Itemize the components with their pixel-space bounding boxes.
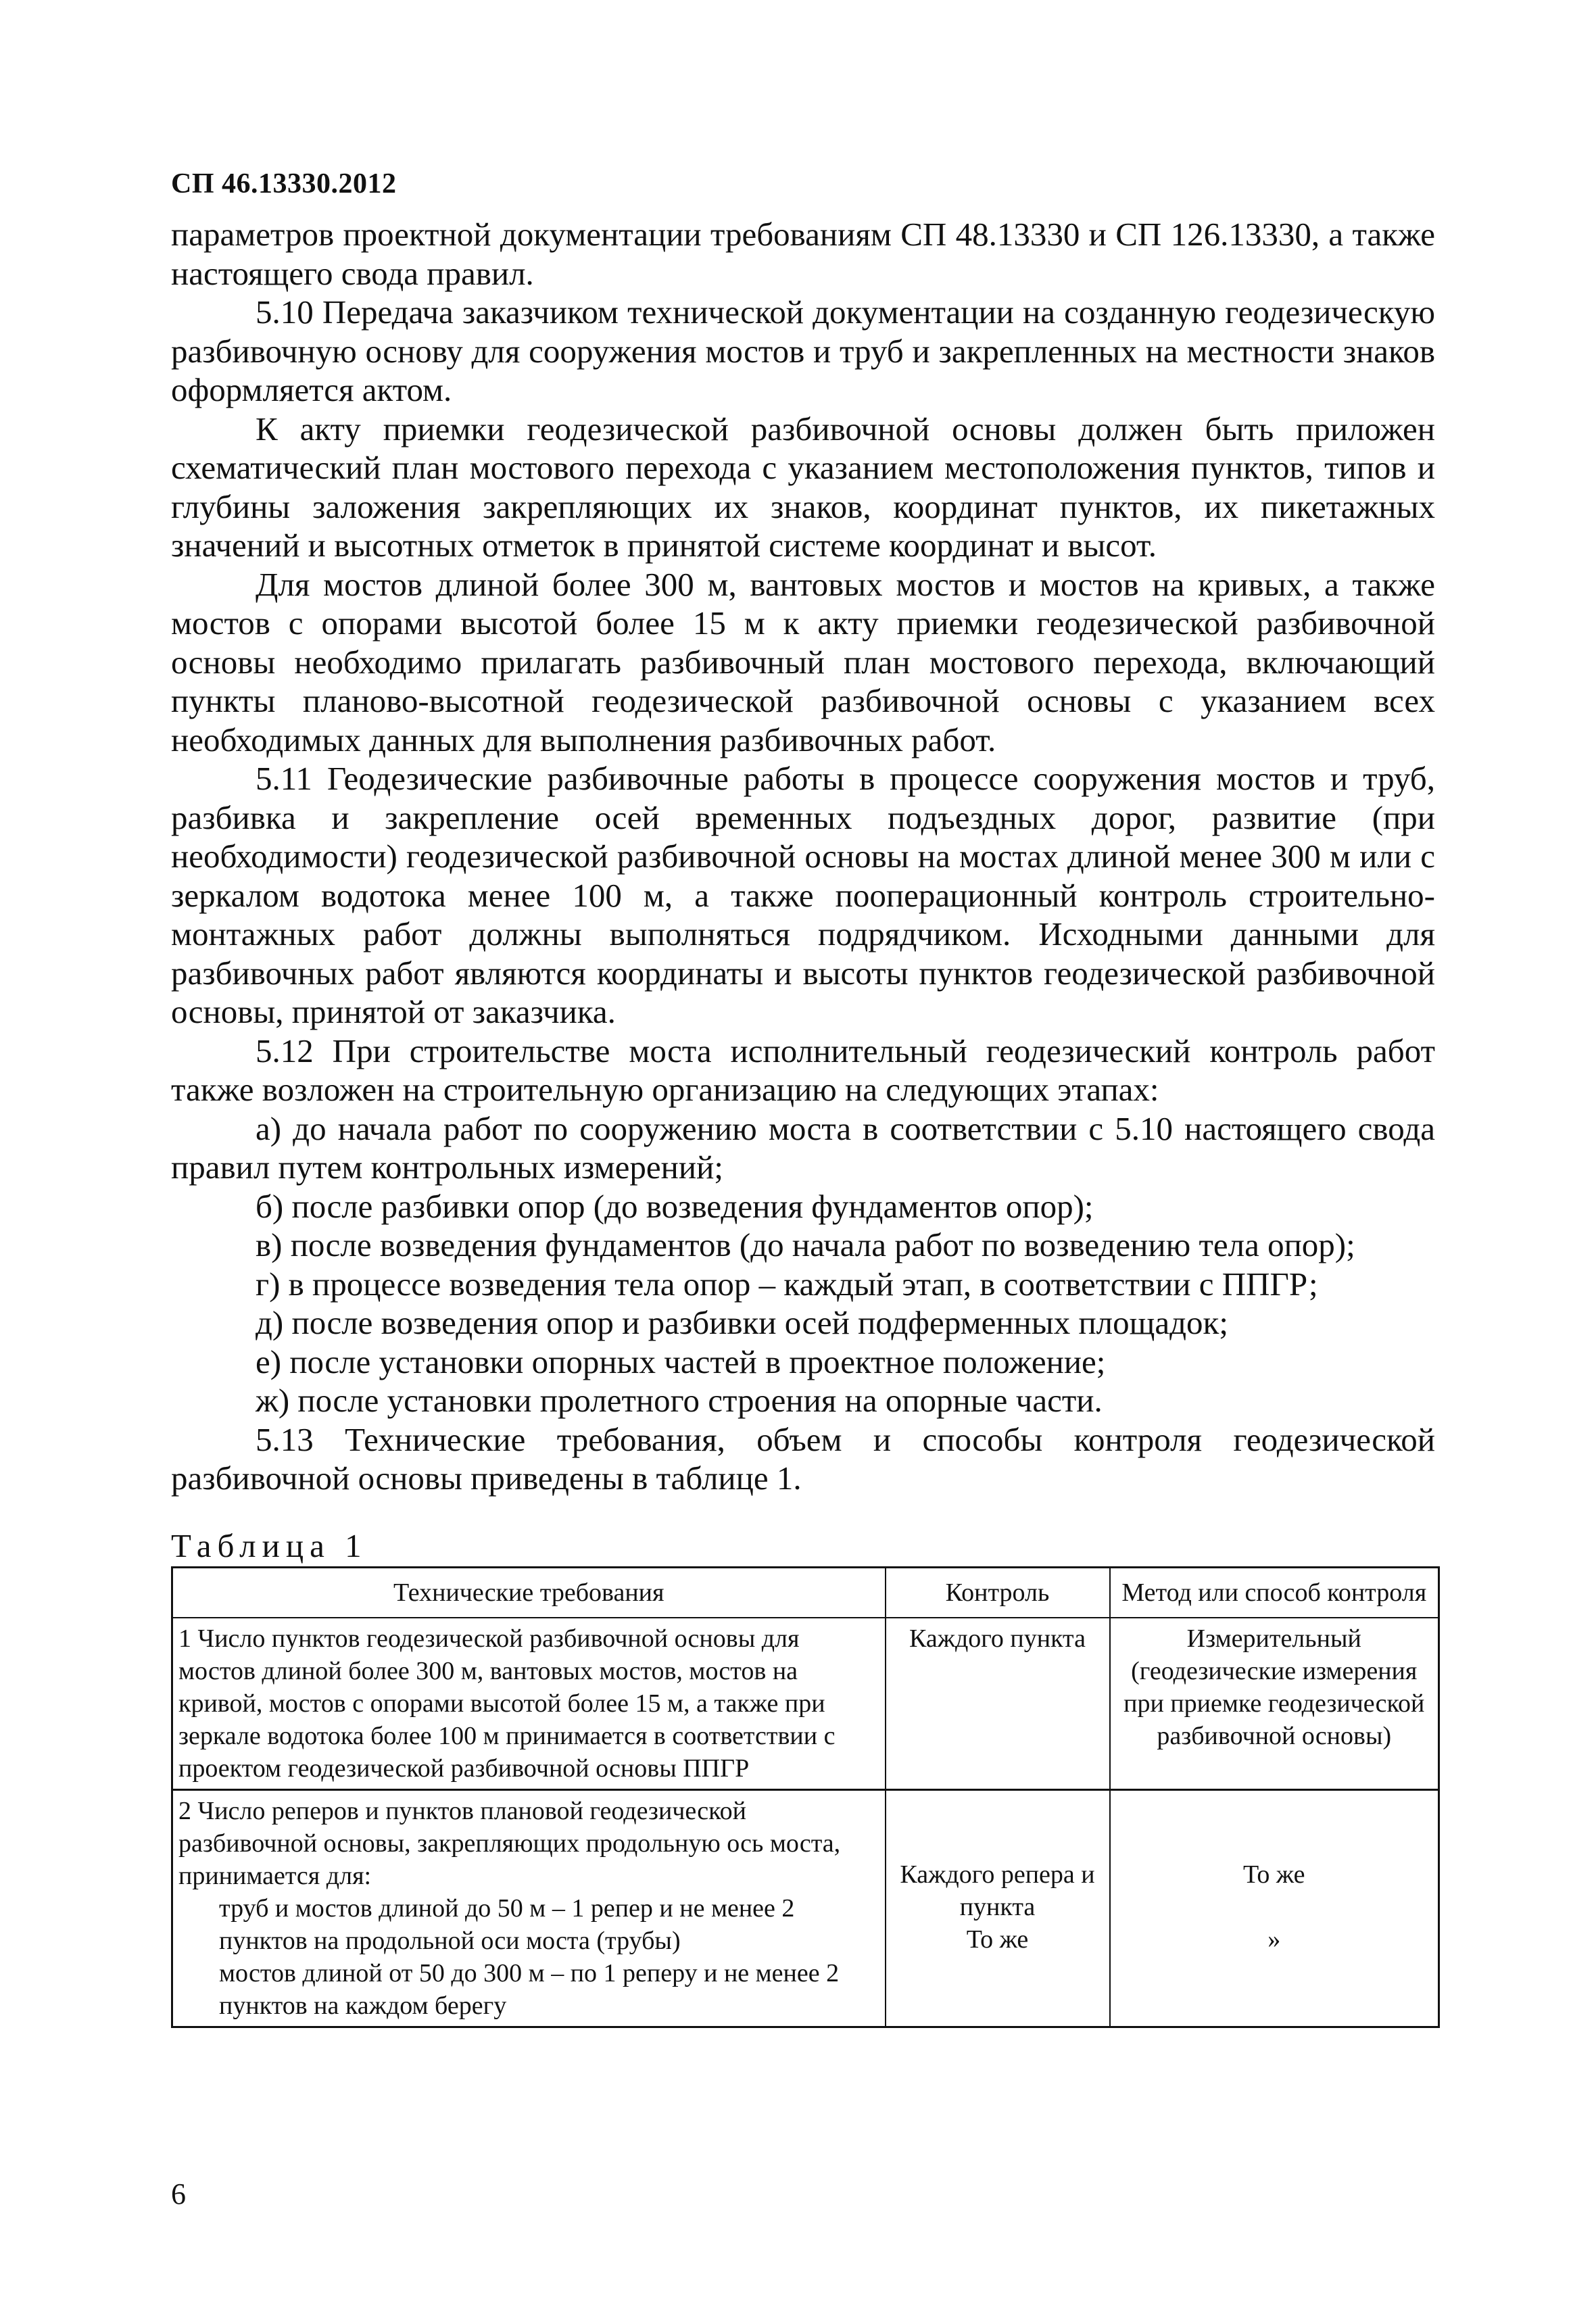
row2-control-spacer bbox=[892, 1795, 1104, 1858]
paragraph-5-13: 5.13 Технические требования, объем и способы контроля геодезической разбивочной основы приведены в таблице 1. bbox=[171, 1420, 1435, 1497]
header-control: Контроль bbox=[886, 1568, 1110, 1618]
paragraph-5-10: 5.10 Передача заказчиком технической документации на созданную геодезическую разбивочную основу для сооружения мостов и труб и закрепленных на местности знаков оформляется актом. bbox=[171, 293, 1435, 408]
paragraph-5-12: 5.12 При строительстве моста исполнительный геодезический контроль работ также возложен на строительную организацию на следующих этапах: bbox=[171, 1032, 1435, 1108]
page-number: 6 bbox=[171, 2177, 186, 2211]
list-item-v: в) после возведения фундаментов (до начала работ по возведению тела опор); bbox=[256, 1226, 1355, 1263]
row1-method: Измерительный (геодезические измерения при приемке геодезической разбивочной основы) bbox=[1110, 1618, 1439, 1790]
list-item-a: а) до начала работ по сооружению моста в соответствии с 5.10 настоящего свода правил путем контрольных измерений; bbox=[171, 1109, 1435, 1186]
list-item-g: г) в процессе возведения тела опор – каждый этап, в соответствии с ППГР; bbox=[256, 1265, 1318, 1303]
list-item-zh: ж) после установки пролетного строения на опорные части. bbox=[256, 1382, 1103, 1419]
table-caption: Таблица 1 bbox=[171, 1527, 368, 1564]
row2-requirement bbox=[172, 1790, 886, 2027]
row2-sub-pipes: труб и мостов длиной до 50 м – 1 репер и не менее 2 пунктов на продольной оси моста (трубы) bbox=[219, 1894, 795, 1955]
table-row bbox=[172, 1618, 1439, 1790]
row2-method bbox=[1110, 1790, 1439, 2027]
header-requirements: Технические требования bbox=[172, 1568, 886, 1618]
table-row bbox=[172, 1790, 1439, 2027]
paragraph-act-attachment: К акту приемки геодезической разбивочной основы должен быть приложен схематический план мостового перехода с указанием местоположения пунктов, типов и глубины заложения закрепляющих их знаков, координат пунктов, их пикетажных значений и высотных отметок в принятой системе координат и высот. bbox=[171, 410, 1435, 564]
list-item-e: е) после установки опорных частей в проектное положение; bbox=[256, 1343, 1106, 1380]
document-code-header: СП 46.13330.2012 bbox=[171, 168, 397, 199]
row2-method-sub2: » bbox=[1267, 1925, 1281, 1954]
paragraph-continuation: параметров проектной документации требованиям СП 48.13330 и СП 126.13330, а также настоящего свода правил. bbox=[171, 216, 1435, 292]
row2-control-sub1: Каждого репера и пункта bbox=[900, 1860, 1095, 1921]
header-method: Метод или способ контроля bbox=[1110, 1568, 1439, 1618]
row1-control: Каждого пункта bbox=[886, 1618, 1110, 1790]
requirements-table bbox=[171, 1566, 1440, 2028]
paragraph-5-11: 5.11 Геодезические разбивочные работы в процессе сооружения мостов и труб, разбивка и закрепление осей временных подъездных дорог, развитие (при необходимости) геодезической разбивочной основы на мостах длиной менее 300 м или с зеркалом водотока менее 100 м, а также пооперационный контроль строительно-монтажных работ должны выполняться подрядчиком. Исходными данными для разбивочных работ являются координаты и высоты пунктов геодезической разбивочной основы, принятой от заказчика. bbox=[171, 760, 1435, 1030]
row2-method-sub1: То же bbox=[1243, 1860, 1305, 1889]
list-item-b: б) после разбивки опор (до возведения фундаментов опор); bbox=[256, 1187, 1094, 1225]
paragraph-long-bridges: Для мостов длиной более 300 м, вантовых мостов и мостов на кривых, а также мостов с опорами высотой более 15 м к акту приемки геодезической разбивочной основы необходимо прилагать разбивочный план мостового перехода, включающий пункты планово-высотной геодезической разбивочной основы с указанием всех необходимых данных для выполнения разбивочных работ. bbox=[171, 565, 1435, 758]
row1-requirement: 1 Число пунктов геодезической разбивочной основы для мостов длиной более 300 м, вантовых мостов, мостов на кривой, мостов с опорами высотой более 15 м, а также при зеркале водотока более 100 м принимается в соответствии с проектом геодезической разбивочной основы ППГР bbox=[172, 1618, 886, 1790]
table-header-row bbox=[172, 1568, 1439, 1618]
row2-control-sub2: То же bbox=[966, 1925, 1029, 1954]
row2-sub-bridges: мостов длиной от 50 до 300 м – по 1 реперу и не менее 2 пунктов на каждом берегу bbox=[219, 1959, 840, 2020]
list-item-d: д) после возведения опор и разбивки осей подферменных площадок; bbox=[256, 1304, 1228, 1341]
row2-method-spacer bbox=[1116, 1795, 1433, 1858]
row2-intro: 2 Число реперов и пунктов плановой геодезической разбивочной основы, закрепляющих продольную ось моста, принимается для: bbox=[178, 1797, 841, 1890]
row2-control bbox=[886, 1790, 1110, 2027]
body-text bbox=[171, 215, 1435, 1498]
